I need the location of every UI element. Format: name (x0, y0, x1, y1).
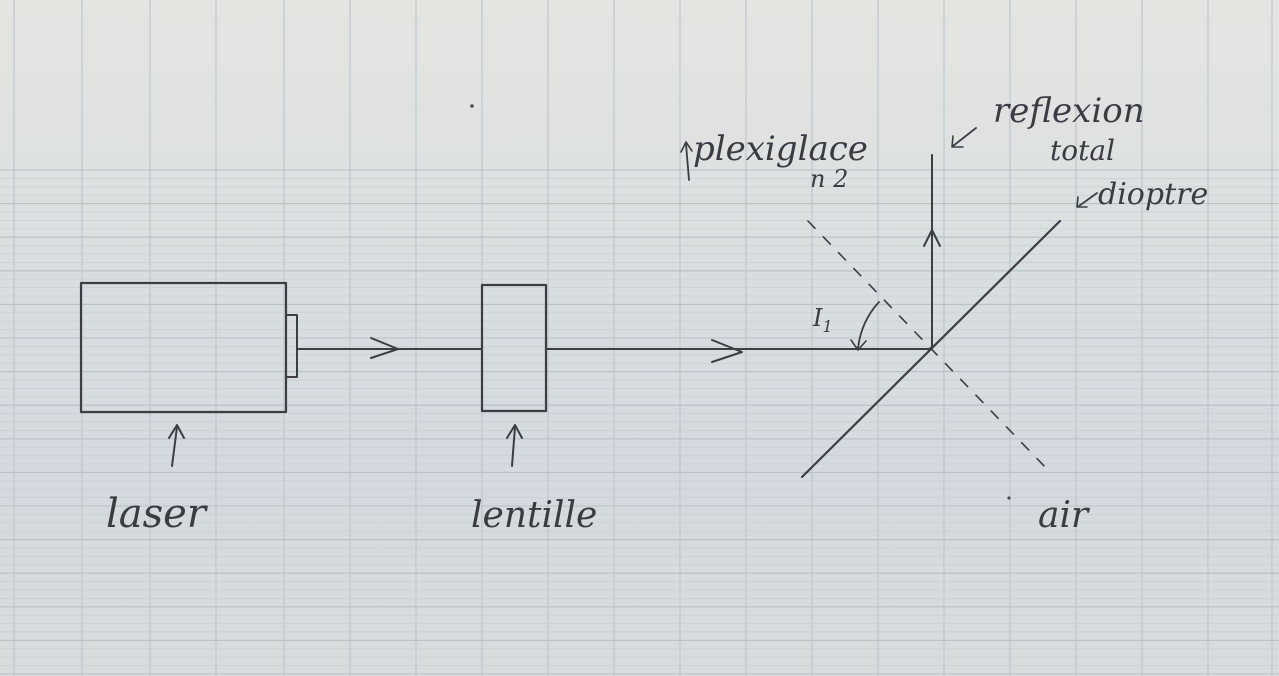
plexiglace-pointer-arrow (681, 142, 692, 180)
laser-nozzle (286, 315, 297, 377)
laser-pointer-arrow (169, 425, 184, 466)
pencil-dot (1007, 496, 1010, 499)
dioptre-pointer-arrow (1077, 193, 1097, 207)
angle-subscript: 1 (822, 317, 833, 336)
lens-box (482, 285, 546, 411)
dioptre-label: dioptre (1098, 177, 1209, 212)
laser-label: laser (106, 491, 206, 537)
air-label: air (1038, 495, 1089, 536)
reflexion-label-line2: total (1050, 134, 1116, 167)
lens-pointer-arrow (507, 425, 522, 466)
lentille-label: lentille (471, 495, 598, 536)
n2-label: n 2 (810, 165, 849, 193)
beam-arrow-2 (712, 340, 742, 362)
normal-dashed (808, 221, 1048, 470)
angle-arc (858, 302, 879, 348)
laser-box (81, 283, 286, 412)
reflexion-label-line1: reflexion (993, 91, 1145, 131)
pencil-dot (470, 104, 474, 108)
plexiglace-label: plexiglace (693, 129, 868, 169)
reflexion-pointer-arrow (952, 128, 976, 147)
angle-label (812, 304, 833, 336)
angle-letter: I (813, 304, 823, 332)
